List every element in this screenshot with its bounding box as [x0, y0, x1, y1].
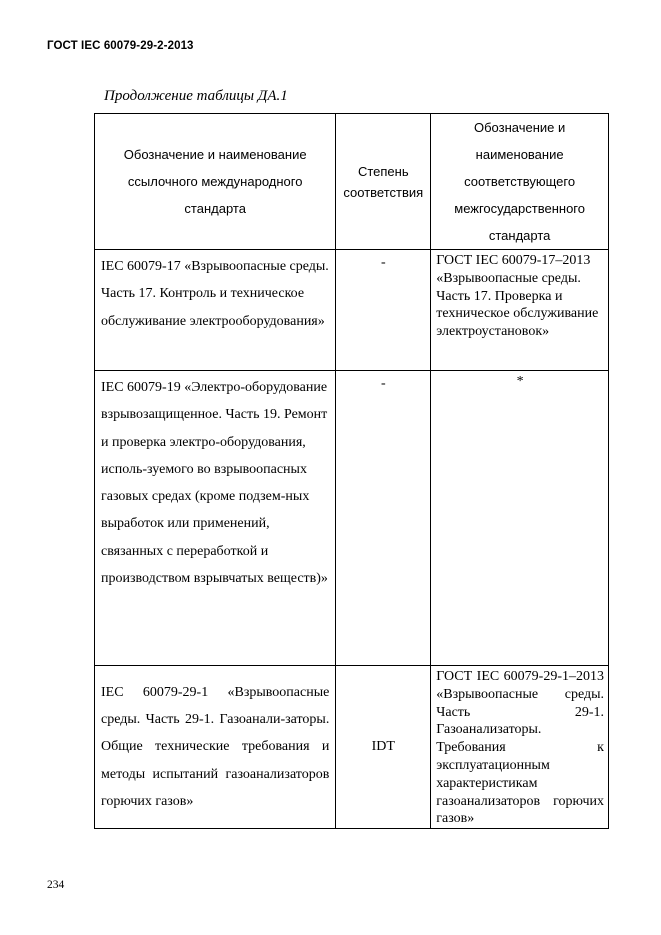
degree-cell: -: [336, 250, 431, 371]
reference-standards-table: [94, 113, 609, 829]
column-header-international: Обозначение и наименование ссылочного международного стандарта: [95, 114, 336, 250]
column-header-national: Обозначение и наименование соответствующего межгосударственного стандарта: [431, 114, 609, 250]
degree-cell: IDT: [336, 666, 431, 829]
degree-cell: -: [336, 371, 431, 666]
table-header-row: [95, 114, 609, 250]
national-standard-cell: ГОСТ IEC 60079-29-1–2013 «Взрывоопасные среды. Часть 29-1. Газоанализаторы. Требования к эксплуатационным характеристикам газоанализаторов горючих газов»: [431, 666, 609, 829]
intl-standard-cell: IEC 60079-29-1 «Взрывоопасные среды. Часть 29-1. Газоанали-заторы. Общие технические требования и методы испытаний газоанализаторов горючих газов»: [95, 666, 336, 829]
intl-standard-cell: IEC 60079-19 «Электро-оборудование взрывозащищенное. Часть 19. Ремонт и проверка электро-оборудования, исполь-зуемого во взрывоопасных газовых средах (кроме подзем-ных выработок или применений, связанных с переработкой и производством взрывчатых веществ)»: [95, 371, 336, 666]
table-caption: Продолжение таблицы ДА.1: [104, 88, 288, 104]
intl-standard-cell: IEC 60079-17 «Взрывоопасные среды. Часть 17. Контроль и техническое обслуживание электрооборудования»: [95, 250, 336, 371]
document-code: ГОСТ IEC 60079-29-2-2013: [47, 40, 194, 52]
table-row: [95, 250, 609, 371]
page-number: 234: [47, 879, 65, 891]
column-header-degree: Степень соответствия: [336, 114, 431, 250]
national-standard-cell: *: [431, 371, 609, 666]
national-standard-cell: ГОСТ IEC 60079-17–2013 «Взрывоопасные среды. Часть 17. Проверка и техническое обслуживание электроустановок»: [431, 250, 609, 371]
table-row: [95, 666, 609, 829]
table-row: [95, 371, 609, 666]
